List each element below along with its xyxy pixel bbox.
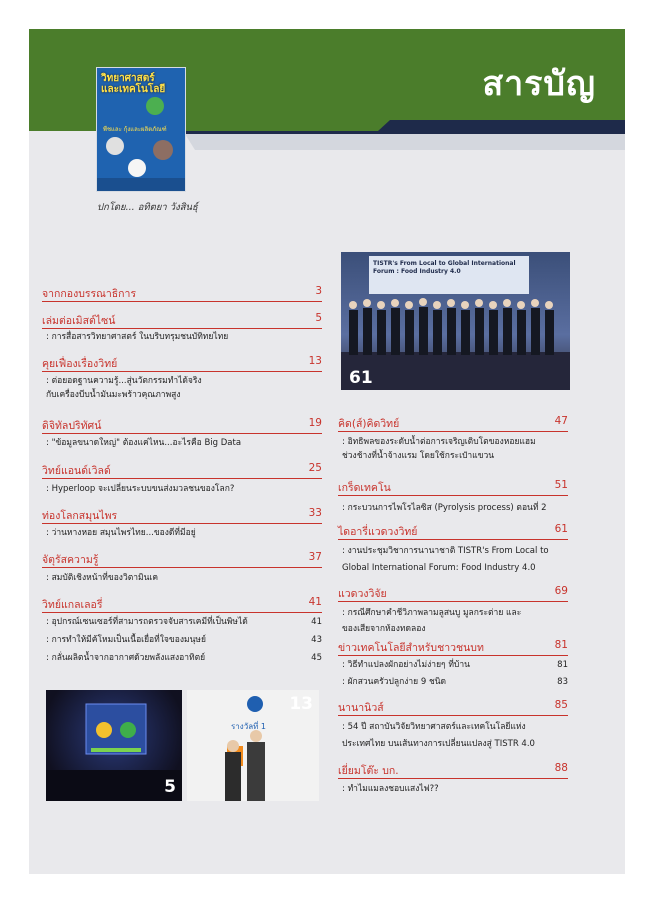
toc-item-text: : วิธีทำแปลงผักอย่างไม่ง่ายๆ ที่บ้าน	[342, 660, 470, 670]
section-page: 51	[554, 479, 568, 491]
toc-item[interactable]	[46, 635, 322, 646]
toc-section[interactable]	[338, 637, 568, 656]
section-title: เล่มต่อเมิสต์ไซน์	[42, 315, 116, 327]
section-page: 47	[554, 415, 568, 427]
section-title: ข่าวเทคโนโลยีสำหรับชาวชนบท	[338, 642, 484, 654]
toc-section[interactable]	[42, 549, 322, 568]
section-page: 88	[554, 762, 568, 774]
toc-item-page: 43	[311, 635, 322, 645]
toc-item[interactable]	[46, 653, 322, 664]
toc-item[interactable]: : งานประชุมวิชาการนานาชาติ TISTR's From Local to	[342, 546, 549, 556]
forum-photo-number: 61	[349, 368, 373, 388]
section-page: 41	[308, 596, 322, 608]
forum-banner: TISTR's From Local to Global International Forum : Food Industry 4.0	[373, 260, 516, 275]
toc-item[interactable]: : อิทธิพลของระดับน้ำต่อการเจริญเติบโตของหอยแฮม	[342, 437, 536, 447]
toc-item[interactable]: : Hyperloop จะเปลี่ยนระบบขนส่งมวลชนของโลก?	[46, 484, 235, 494]
forum-photo	[341, 252, 570, 390]
toc-item-page: 83	[557, 677, 568, 687]
section-page: 37	[308, 551, 322, 563]
toc-item[interactable]: : "ข้อมูลขนาดใหญ่" ต้องแค่ไหน...อะไรคือ Big Data	[46, 438, 242, 448]
section-page: 19	[308, 417, 322, 429]
section-title: วิทย์แกลเลอรี่	[42, 599, 103, 611]
section-title: เกร็ดเทคโน	[338, 482, 391, 494]
cover-title-line1: วิทยาศาสตร์	[101, 73, 155, 84]
toc-item-page: 45	[311, 653, 322, 663]
toc-item[interactable]: : สมบัติเชิงหน้าที่ของวิตามินเค	[46, 573, 159, 583]
toc-item-text: : กลั่นผลิตน้ำจากอากาศด้วยพลังแสงอาทิตย์	[46, 653, 206, 663]
section-title: จัตุรัสความรู้	[42, 554, 99, 566]
toc-item[interactable]: : กรณีศึกษาคำชีวิภาพลามลูสนบู มูลกระต่าย และ	[342, 608, 522, 618]
section-title: ไดอารี่แวดวงวิทย์	[338, 526, 418, 538]
stage-photo-illustration	[46, 690, 182, 801]
toc-item[interactable]: ของเสียจากห้องทดลอง	[342, 624, 426, 634]
section-title: เยี่ยมโต๊ะ บก.	[338, 765, 399, 777]
toc-section[interactable]	[42, 353, 322, 372]
section-title: คุยเฟื่องเรื่องวิทย์	[42, 358, 118, 370]
toc-section[interactable]	[338, 477, 568, 496]
section-page: 61	[554, 523, 568, 535]
toc-item-page: 81	[557, 660, 568, 670]
toc-section[interactable]	[338, 413, 568, 432]
page-title: สารบัญ	[482, 64, 596, 104]
toc-item[interactable]	[342, 660, 568, 671]
toc-item-text: : ผักสวนครัวปลูกง่าย 9 ชนิด	[342, 677, 447, 687]
toc-item[interactable]: : การสื่อสารวิทยาศาสตร์ ในบริบทรุมชนบัทิทยไทย	[46, 332, 229, 342]
toc-item[interactable]: ช่วงช้างที่น้ำจ้างแรม โดยใช้กระเป๋าแขวน	[342, 451, 495, 461]
toc-item[interactable]: : ว่านหางหอย สมุนไพรไทย...ของดีที่มีอยู่	[46, 528, 196, 538]
toc-item[interactable]: กับเครื่องบีบน้ำมันมะพร้าวคุณภาพสูง	[46, 390, 181, 400]
section-page: 69	[554, 585, 568, 597]
section-title: ท่องโลกสมุนไพร	[42, 510, 118, 522]
section-page: 33	[308, 507, 322, 519]
toc-section[interactable]	[42, 415, 322, 434]
section-title: วิทย์แอนด์เวิลด์	[42, 465, 111, 477]
toc-item-page: 41	[311, 617, 322, 627]
toc-section[interactable]	[42, 505, 322, 524]
toc-item-text: : การทำให้มีค้โหมเป็นเนื้อเยื่อที่ใจของมนุษย์	[46, 635, 206, 645]
section-title: แวดวงวิจัย	[338, 588, 387, 600]
toc-section[interactable]	[338, 697, 568, 716]
toc-item[interactable]: : กระบวนการไพโรไลซิส (Pyrolysis process) ตอนที่ 2	[342, 503, 547, 513]
award-caption: รางวัลที่ 1	[231, 722, 266, 731]
toc-item-text: : อุปกรณ์เซนเซอร์ที่สามารถตรวจจับสารเคมีที่เป็นพิษได้	[46, 617, 248, 627]
section-title: จากกองบรรณาธิการ	[42, 288, 137, 300]
toc-section[interactable]	[42, 594, 322, 613]
section-title: คิด(ส์)คิดวิทย์	[338, 418, 400, 430]
toc-section[interactable]	[42, 460, 322, 479]
stage-photo-number: 5	[164, 777, 176, 797]
toc-section[interactable]	[42, 310, 322, 329]
section-page: 85	[554, 699, 568, 711]
toc-item[interactable]: Global International Forum: Food Industry 4.0	[342, 563, 536, 573]
cover-title-line2: และเทคโนโลยี	[101, 84, 166, 95]
section-title: ดิจิทัลปริทัศน์	[42, 420, 102, 432]
toc-item[interactable]	[342, 677, 568, 688]
magazine-cover	[96, 67, 186, 192]
cover-credit: ปกโดย... อทิตยา วังสินธุ์	[97, 202, 198, 213]
toc-item[interactable]: : ต่อยอดฐานความรู้...สู่นวัตกรรมทำได้จริง	[46, 376, 202, 386]
toc-item[interactable]: ประเทศไทย บนเส้นทางการเปลี่ยนแปลงสู่ TISTR 4.0	[342, 739, 535, 749]
section-page: 81	[554, 639, 568, 651]
toc-section[interactable]	[338, 521, 568, 540]
toc-section[interactable]	[42, 283, 322, 302]
toc-item[interactable]: : 54 ปี สถาบันวิจัยวิทยาศาสตร์และเทคโนโลยีแห่ง	[342, 722, 526, 732]
toc-section[interactable]	[338, 760, 568, 779]
section-page: 5	[315, 312, 322, 324]
toc-item[interactable]: : ทำไมแมลงชอบแสงไฟ??	[342, 784, 439, 794]
section-page: 3	[315, 285, 322, 297]
cover-subtitle: พืชและ กุ้งและผลิตภัณฑ์	[103, 126, 167, 133]
section-title: นานานิวส์	[338, 702, 384, 714]
section-page: 25	[308, 462, 322, 474]
toc-item[interactable]	[46, 617, 322, 628]
section-page: 13	[308, 355, 322, 367]
award-photo-number: 13	[289, 694, 313, 714]
stage-photo	[46, 690, 182, 801]
toc-section[interactable]	[338, 583, 568, 602]
cover-illustration	[97, 68, 185, 191]
award-photo	[187, 690, 319, 801]
